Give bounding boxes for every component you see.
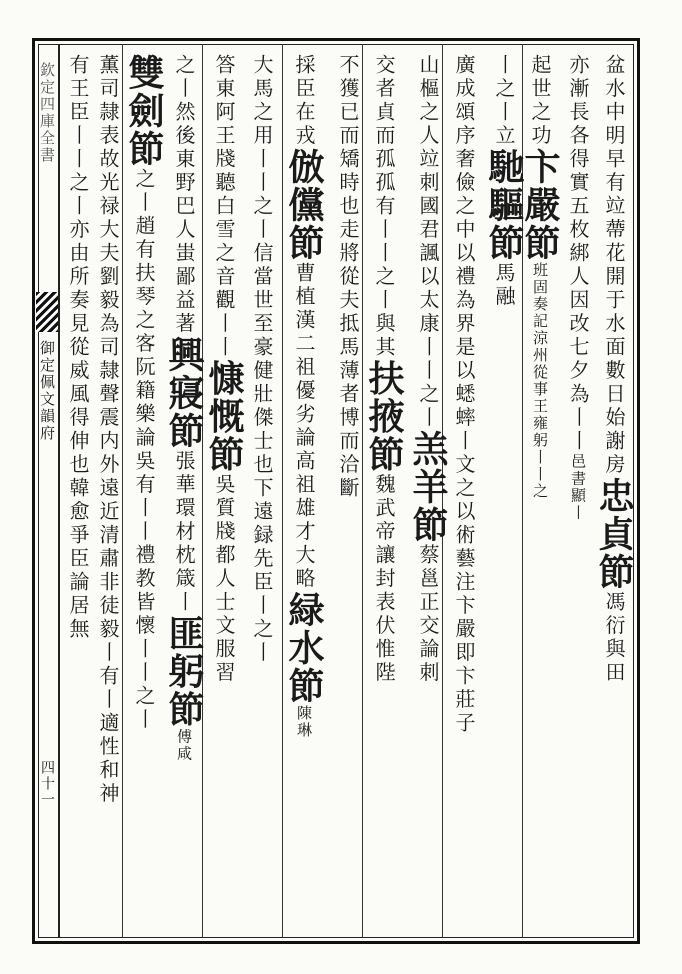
text-run: 吳質牋都人士文服習: [212, 473, 236, 685]
text-run: 張華環材枕箴丨: [172, 450, 196, 615]
headword: 慷慨節: [203, 359, 245, 474]
text-column-11: [203, 54, 245, 930]
text-run: 有王臣丨丨之丨亦由所奏見從威風得伸也韓愈爭臣論居無: [66, 54, 90, 642]
headword: 羔羊節: [407, 430, 449, 544]
text-run: 曹植漢二祖優劣論高祖雄才大略: [292, 262, 316, 591]
annotation: 陳琳: [295, 705, 313, 739]
text-column-10: [244, 54, 280, 930]
text-run: 採臣在戎: [292, 54, 316, 148]
text-column-2: [560, 54, 596, 930]
headword: 卞嚴節: [519, 148, 561, 262]
text-run: 之丨趙有扶琴之客阮籍樂論吳有丨丨禮教皆懷丨丨之丨: [132, 168, 156, 732]
text-run: 之丨然後東野巴人蚩鄙益著: [172, 54, 196, 336]
text-run: 交者貞而孤孤有丨丨之丨與其: [372, 54, 396, 360]
text-column-8: [330, 54, 366, 930]
text-run: 大馬之用丨丨之丨信當世至豪健壯傑士也下遠録先臣丨之丨: [250, 54, 274, 665]
text-run: 薫司隷表故光禄大夫劉毅為司隷聲震内外遠近清肅非徒毅丨有丨適性和神: [96, 54, 120, 806]
text-run: 盆水中明早有竝蔕花開于水面數日始謝房: [602, 54, 626, 477]
annotation: 班固奏記涼州從事王雍躬丨丨之: [531, 262, 549, 500]
text-run: 魏武帝讓封表伏惟陛: [372, 473, 396, 685]
headword: 馳驅節: [483, 148, 525, 262]
text-column-13: [123, 54, 165, 930]
text-column-5: [446, 54, 482, 930]
text-run: 答東阿王牋聽白雪之音觀丨丨: [212, 54, 236, 360]
headword: 匪躬節: [163, 614, 205, 729]
text-run: 馮衍與田: [602, 591, 626, 685]
annotation: 邑書顯丨: [569, 453, 587, 522]
text-column-9: [283, 54, 325, 930]
text-column-6: [407, 54, 449, 930]
headword: 雙劍節: [123, 54, 165, 168]
text-run: 起世之功: [528, 54, 552, 148]
text-run: 蔡邕正交論刺: [416, 544, 440, 685]
text-run: 丨之丨立: [492, 54, 516, 148]
headword: 忠貞節: [593, 477, 635, 591]
column-divider: [202, 44, 203, 938]
text-run: 馬融: [492, 262, 516, 309]
margin-page-number: 四十一: [39, 760, 55, 808]
text-column-7: [363, 54, 405, 930]
text-column-1: [593, 54, 635, 930]
annotation: 傅咸: [175, 728, 193, 763]
text-run: 亦漸長各得實五枚綁人因改七夕為丨丨: [566, 54, 590, 454]
headword: 興寢節: [163, 336, 205, 450]
text-column-4: [483, 54, 525, 930]
headword: 扶掖節: [363, 359, 405, 474]
headword: 緑水節: [283, 591, 325, 705]
text-run: 廣成頌序奢儉之中以禮為界是以蟋蟀丨文之以術藝注卞嚴即卞莊子: [452, 54, 476, 736]
text-run: 不獲已而矯時也走將從夫抵馬薄者博而洽斷: [336, 54, 360, 501]
margin-collection-title: 欽定四庫全書: [38, 62, 56, 164]
text-run: 山樞之人竝刺國君諷以太康丨丨之丨: [416, 54, 440, 430]
headword: 倣儻節: [283, 148, 325, 262]
text-column-15: [60, 54, 96, 930]
margin-fishtail-band: [36, 292, 58, 332]
margin-book-title: 御定佩文韻府: [38, 340, 56, 442]
text-column-3: [519, 54, 561, 930]
text-column-12: [163, 54, 205, 930]
